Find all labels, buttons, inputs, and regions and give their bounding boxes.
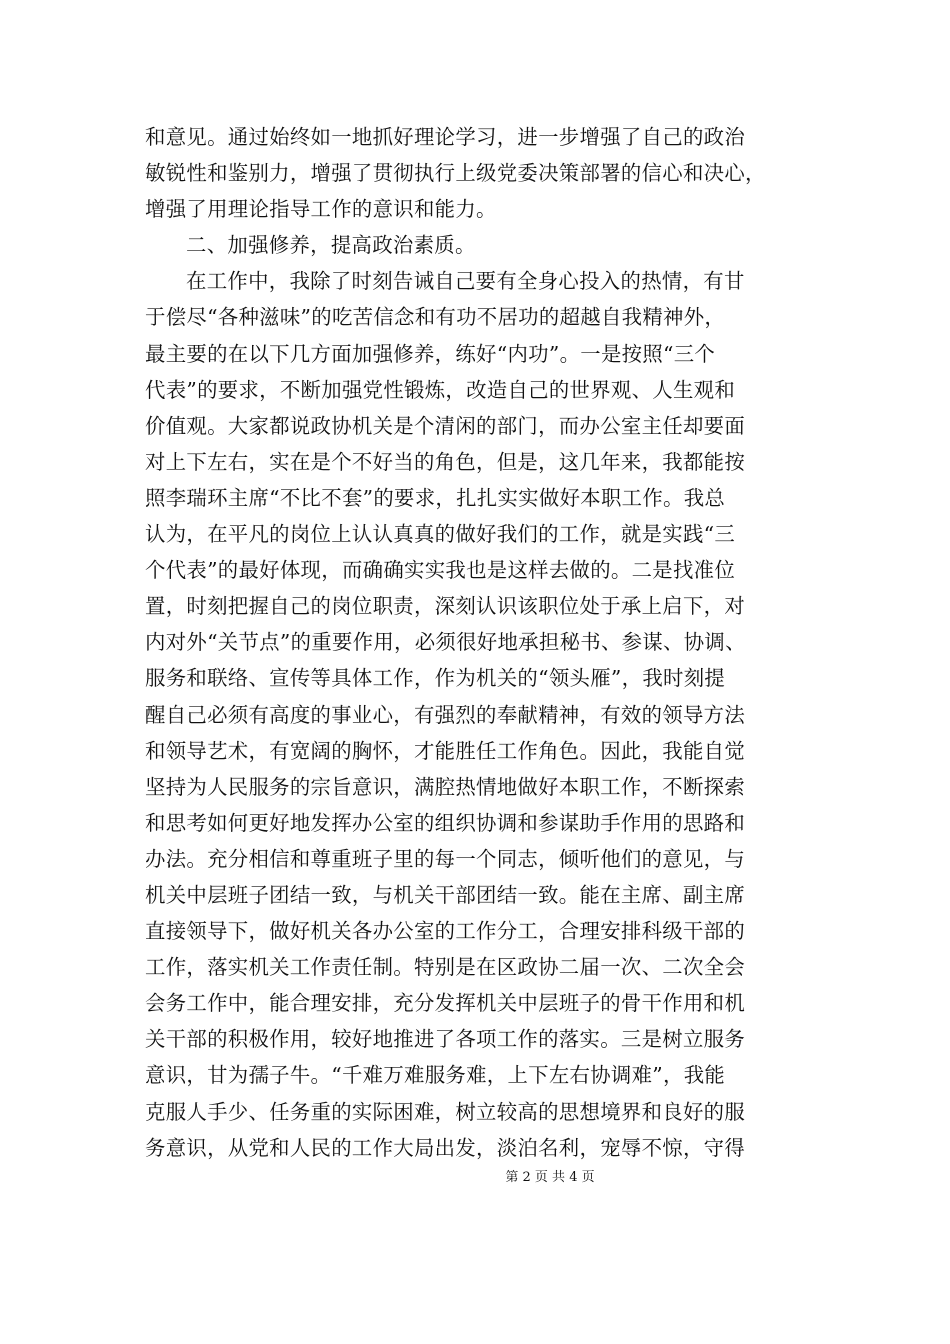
page-number-footer: 第 2 页 共 4 页 bbox=[505, 1170, 595, 1185]
text-line: 办法。充分相信和尊重班子里的每一个同志，倾听他们的意见，与 bbox=[145, 846, 746, 871]
text-line: 意识，甘为孺子牛。“千难万难服务难，上下左右协调难”，我能 bbox=[145, 1063, 726, 1088]
text-line: 工作，落实机关工作责任制。特别是在区政协二届一次、二次全会 bbox=[145, 955, 746, 980]
text-line: 和思考如何更好地发挥办公室的组织协调和参谋助手作用的思路和 bbox=[145, 810, 746, 835]
text-line: 代表”的要求，不断加强党性锻炼，改造自己的世界观、人生观和 bbox=[145, 377, 736, 402]
text-line: 在工作中，我除了时刻告诫自己要有全身心投入的热情，有甘 bbox=[186, 269, 745, 294]
document-body bbox=[145, 119, 805, 1166]
text-line: 服务和联络、宣传等具体工作，作为机关的“领头雁”，我时刻提 bbox=[145, 666, 726, 691]
text-line: 克服人手少、任务重的实际困难，树立较高的思想境界和良好的服 bbox=[145, 1099, 746, 1124]
text-line: 照李瑞环主席“不比不套”的要求，扎扎实实做好本职工作。我总 bbox=[145, 485, 726, 510]
text-line: 内对外“关节点”的重要作用，必须很好地承担秘书、参谋、协调、 bbox=[145, 630, 746, 655]
text-line: 坚持为人民服务的宗旨意识，满腔热情地做好本职工作，不断探索 bbox=[145, 774, 746, 799]
text-line: 个代表”的最好体现，而确确实实我也是这样去做的。二是找准位 bbox=[145, 558, 736, 583]
text-line: 对上下左右，实在是个不好当的角色，但是，这几年来，我都能按 bbox=[145, 449, 746, 474]
text-line: 关干部的积极作用，较好地推进了各项工作的落实。三是树立服务 bbox=[145, 1027, 746, 1052]
text-line: 醒自己必须有高度的事业心，有强烈的奉献精神，有效的领导方法 bbox=[145, 702, 746, 727]
text-line: 最主要的在以下几方面加强修养，练好“内功”。一是按照“三个 bbox=[145, 341, 716, 366]
text-line: 置，时刻把握自己的岗位职责，深刻认识该职位处于承上启下，对 bbox=[145, 594, 746, 619]
text-line: 认为，在平凡的岗位上认认真真的做好我们的工作，就是实践“三 bbox=[145, 522, 736, 547]
text-line: 会务工作中，能合理安排，充分发挥机关中层班子的骨干作用和机 bbox=[145, 991, 746, 1016]
text-line: 增强了用理论指导工作的意识和能力。 bbox=[145, 197, 497, 222]
text-line: 和意见。通过始终如一地抓好理论学习，进一步增强了自己的政治 bbox=[145, 125, 746, 149]
text-line: 务意识，从党和人民的工作大局出发，淡泊名利，宠辱不惊，守得 bbox=[145, 1135, 746, 1160]
text-line: 敏锐性和鉴别力，增强了贯彻执行上级党委决策部署的信心和决心， bbox=[145, 161, 766, 186]
text-line: 价值观。大家都说政协机关是个清闲的部门，而办公室主任却要面 bbox=[145, 413, 746, 438]
text-line: 直接领导下，做好机关各办公室的工作分工，合理安排科级干部的 bbox=[145, 919, 746, 944]
section-heading: 二、加强修养，提高政治素质。 bbox=[186, 233, 476, 258]
text-line: 于偿尽“各种滋味”的吃苦信念和有功不居功的超越自我精神外， bbox=[145, 305, 726, 330]
text-line: 和领导艺术，有宽阔的胸怀，才能胜任工作角色。因此，我能自觉 bbox=[145, 738, 746, 763]
text-line: 机关中层班子团结一致，与机关干部团结一致。能在主席、副主席 bbox=[145, 882, 746, 907]
